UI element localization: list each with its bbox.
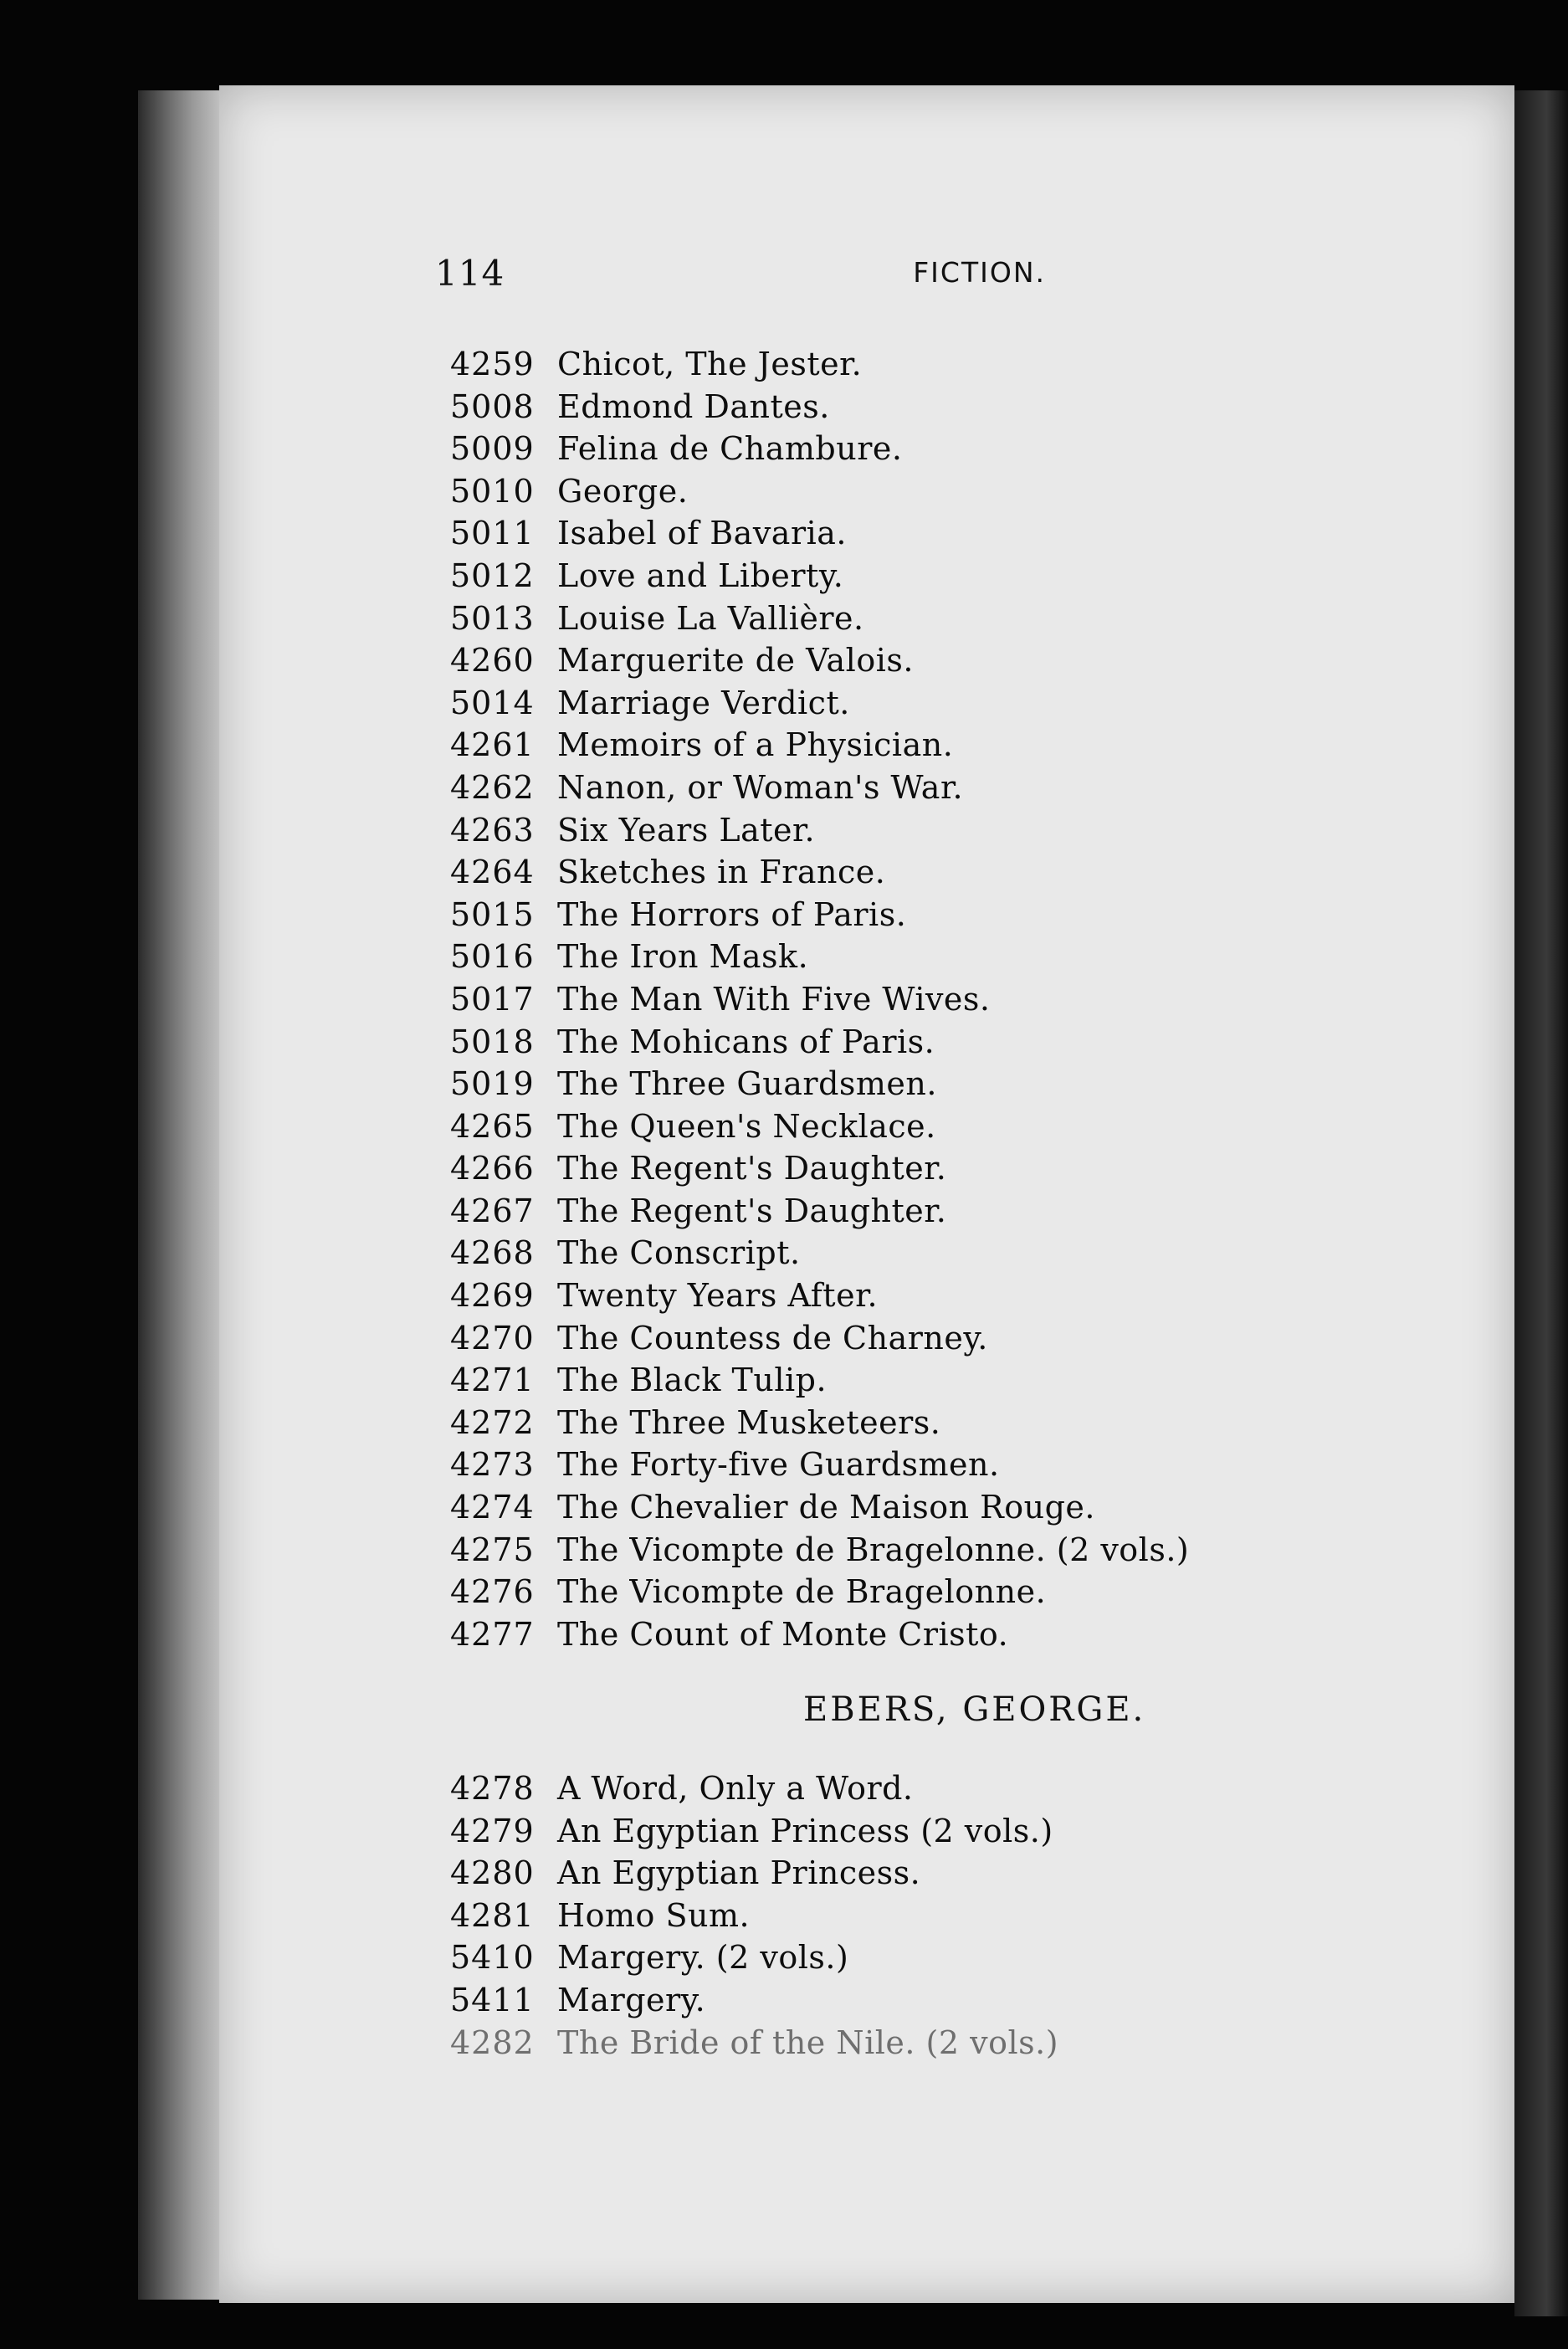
section-title: FICTION. xyxy=(913,256,1046,289)
entry-number: 5009 xyxy=(450,430,535,468)
catalog-entry xyxy=(450,1105,1287,1148)
entry-title: The Mohicans of Paris. xyxy=(557,1023,935,1060)
catalog-entry xyxy=(450,470,1287,513)
entry-title: The Three Guardsmen. xyxy=(557,1065,937,1103)
catalog-entry xyxy=(450,1613,1287,1656)
entry-title: Margery. (2 vols.) xyxy=(557,1939,849,1977)
entry-number: 4282 xyxy=(450,2023,535,2061)
catalog-entry xyxy=(450,1529,1287,1572)
entry-title: The Forty-five Guardsmen. xyxy=(557,1446,1000,1484)
entry-number: 4259 xyxy=(450,346,535,382)
facing-page-edge xyxy=(1514,90,1568,2316)
entry-number: 5016 xyxy=(450,938,535,976)
entry-title: The Man With Five Wives. xyxy=(557,980,991,1018)
entry-number: 4271 xyxy=(450,1362,535,1399)
entry-number: 4278 xyxy=(450,1770,535,1807)
entry-title: The Horrors of Paris. xyxy=(557,895,907,933)
entry-title: The Vicompte de Bragelonne. xyxy=(557,1573,1047,1611)
entry-title: George. xyxy=(557,472,689,510)
catalog-entry xyxy=(450,851,1287,894)
catalog-entry xyxy=(450,1359,1287,1402)
entry-number: 4260 xyxy=(450,642,535,680)
entry-number: 5008 xyxy=(450,387,535,425)
catalog-entry xyxy=(450,1767,1287,1810)
entry-number: 4261 xyxy=(450,726,535,764)
entry-title: The Iron Mask. xyxy=(557,938,809,976)
catalog-entry xyxy=(450,936,1287,978)
entry-title: The Queen's Necklace. xyxy=(557,1107,936,1145)
entry-number: 4264 xyxy=(450,854,535,891)
entry-number: 4277 xyxy=(450,1615,535,1653)
entry-number: 5411 xyxy=(450,1981,535,2018)
catalog-entry xyxy=(450,1852,1287,1895)
entry-title: Marguerite de Valois. xyxy=(557,642,914,680)
entry-number: 5410 xyxy=(450,1939,535,1977)
catalog-entry xyxy=(450,978,1287,1021)
entry-number: 5015 xyxy=(450,895,535,933)
catalog-entry xyxy=(450,682,1287,725)
entry-number: 5018 xyxy=(450,1023,535,1060)
catalog-entry xyxy=(450,1571,1287,1613)
entry-title: Louise La Vallière. xyxy=(557,599,864,637)
entry-number: 4275 xyxy=(450,1531,535,1568)
entry-title: The Countess de Charney. xyxy=(557,1319,988,1357)
entry-number: 5011 xyxy=(450,515,535,552)
entry-title: Twenty Years After. xyxy=(557,1277,879,1315)
entry-number: 4281 xyxy=(450,1896,535,1934)
author-heading: EBERS, GEORGE. xyxy=(803,1690,1146,1729)
entry-title: The Regent's Daughter. xyxy=(557,1192,947,1229)
catalog-entry xyxy=(450,1810,1287,1853)
entry-title: The Regent's Daughter. xyxy=(557,1150,947,1187)
entry-number: 4279 xyxy=(450,1812,535,1849)
catalog-entry xyxy=(450,1021,1287,1064)
entry-number: 4266 xyxy=(450,1150,535,1187)
entry-number: 4270 xyxy=(450,1319,535,1357)
catalog-entry xyxy=(450,1063,1287,1105)
entry-title: The Black Tulip. xyxy=(557,1362,828,1399)
catalog-entry xyxy=(450,598,1287,640)
entry-number: 5010 xyxy=(450,472,535,510)
entry-title: A Word, Only a Word. xyxy=(557,1770,914,1807)
entry-number: 4263 xyxy=(450,811,535,849)
entry-number: 4280 xyxy=(450,1854,535,1892)
entry-title: The Conscript. xyxy=(557,1234,801,1272)
catalog-entry xyxy=(450,343,1287,386)
catalog-entry xyxy=(450,1486,1287,1529)
catalog-entry xyxy=(450,1275,1287,1317)
catalog-entry xyxy=(450,1317,1287,1360)
catalog-entry xyxy=(450,386,1287,428)
catalog-entry xyxy=(450,555,1287,598)
entry-number: 4268 xyxy=(450,1234,535,1272)
catalog-entry xyxy=(450,724,1287,767)
entry-number: 4267 xyxy=(450,1192,535,1229)
entry-number: 5013 xyxy=(450,599,535,637)
entry-number: 5012 xyxy=(450,556,535,594)
catalog-entry xyxy=(450,1979,1287,2022)
catalog-entry xyxy=(450,767,1287,809)
entry-title: Marriage Verdict. xyxy=(557,684,850,721)
catalog-entry xyxy=(450,639,1287,682)
catalog-entry xyxy=(450,1444,1287,1486)
entry-title: The Three Musketeers. xyxy=(557,1403,941,1441)
catalog-entry xyxy=(450,1147,1287,1190)
entry-title: Sketches in France. xyxy=(557,854,886,891)
entry-number: 5014 xyxy=(450,684,535,721)
entry-title: Isabel of Bavaria. xyxy=(557,515,847,552)
entry-number: 5017 xyxy=(450,980,535,1018)
entry-title: An Egyptian Princess (2 vols.) xyxy=(557,1812,1053,1849)
entry-number: 4265 xyxy=(450,1107,535,1145)
entry-title: The Chevalier de Maison Rouge. xyxy=(557,1489,1095,1526)
catalog-entry xyxy=(450,2022,1287,2064)
page-number: 114 xyxy=(435,253,505,294)
entry-title: Love and Liberty. xyxy=(557,556,844,594)
entry-title: Chicot, The Jester. xyxy=(557,346,863,382)
catalog-entry xyxy=(450,1402,1287,1444)
entry-title: The Vicompte de Bragelonne. (2 vols.) xyxy=(557,1531,1190,1568)
entry-title: An Egyptian Princess. xyxy=(557,1854,921,1892)
entry-number: 4273 xyxy=(450,1446,535,1484)
catalog-entry xyxy=(450,1936,1287,1979)
entry-title: Margery. xyxy=(557,1981,706,2018)
catalog-entry xyxy=(450,428,1287,470)
catalog-list-ebers xyxy=(450,1767,1287,2064)
catalog-entry xyxy=(450,809,1287,852)
catalog-list xyxy=(450,343,1287,1655)
entry-title: Memoirs of a Physician. xyxy=(557,726,954,764)
catalog-entry xyxy=(450,894,1287,936)
entry-title: Nanon, or Woman's War. xyxy=(557,768,964,806)
entry-title: Six Years Later. xyxy=(557,811,816,849)
entry-title: The Count of Monte Cristo. xyxy=(557,1615,1009,1653)
catalog-entry xyxy=(450,1190,1287,1233)
running-head xyxy=(435,253,1046,303)
entry-number: 4272 xyxy=(450,1403,535,1441)
entry-title: The Bride of the Nile. (2 vols.) xyxy=(557,2023,1059,2061)
catalog-entry xyxy=(450,1895,1287,1937)
entry-number: 4274 xyxy=(450,1489,535,1526)
entry-title: Homo Sum. xyxy=(557,1896,751,1934)
entry-title: Felina de Chambure. xyxy=(557,430,903,468)
page-edge-shadow xyxy=(138,90,230,2300)
catalog-entry xyxy=(450,1232,1287,1275)
entry-number: 4276 xyxy=(450,1573,535,1611)
entry-number: 4262 xyxy=(450,768,535,806)
entry-number: 5019 xyxy=(450,1065,535,1103)
catalog-entry xyxy=(450,512,1287,555)
entry-number: 4269 xyxy=(450,1277,535,1315)
entry-title: Edmond Dantes. xyxy=(557,387,830,425)
